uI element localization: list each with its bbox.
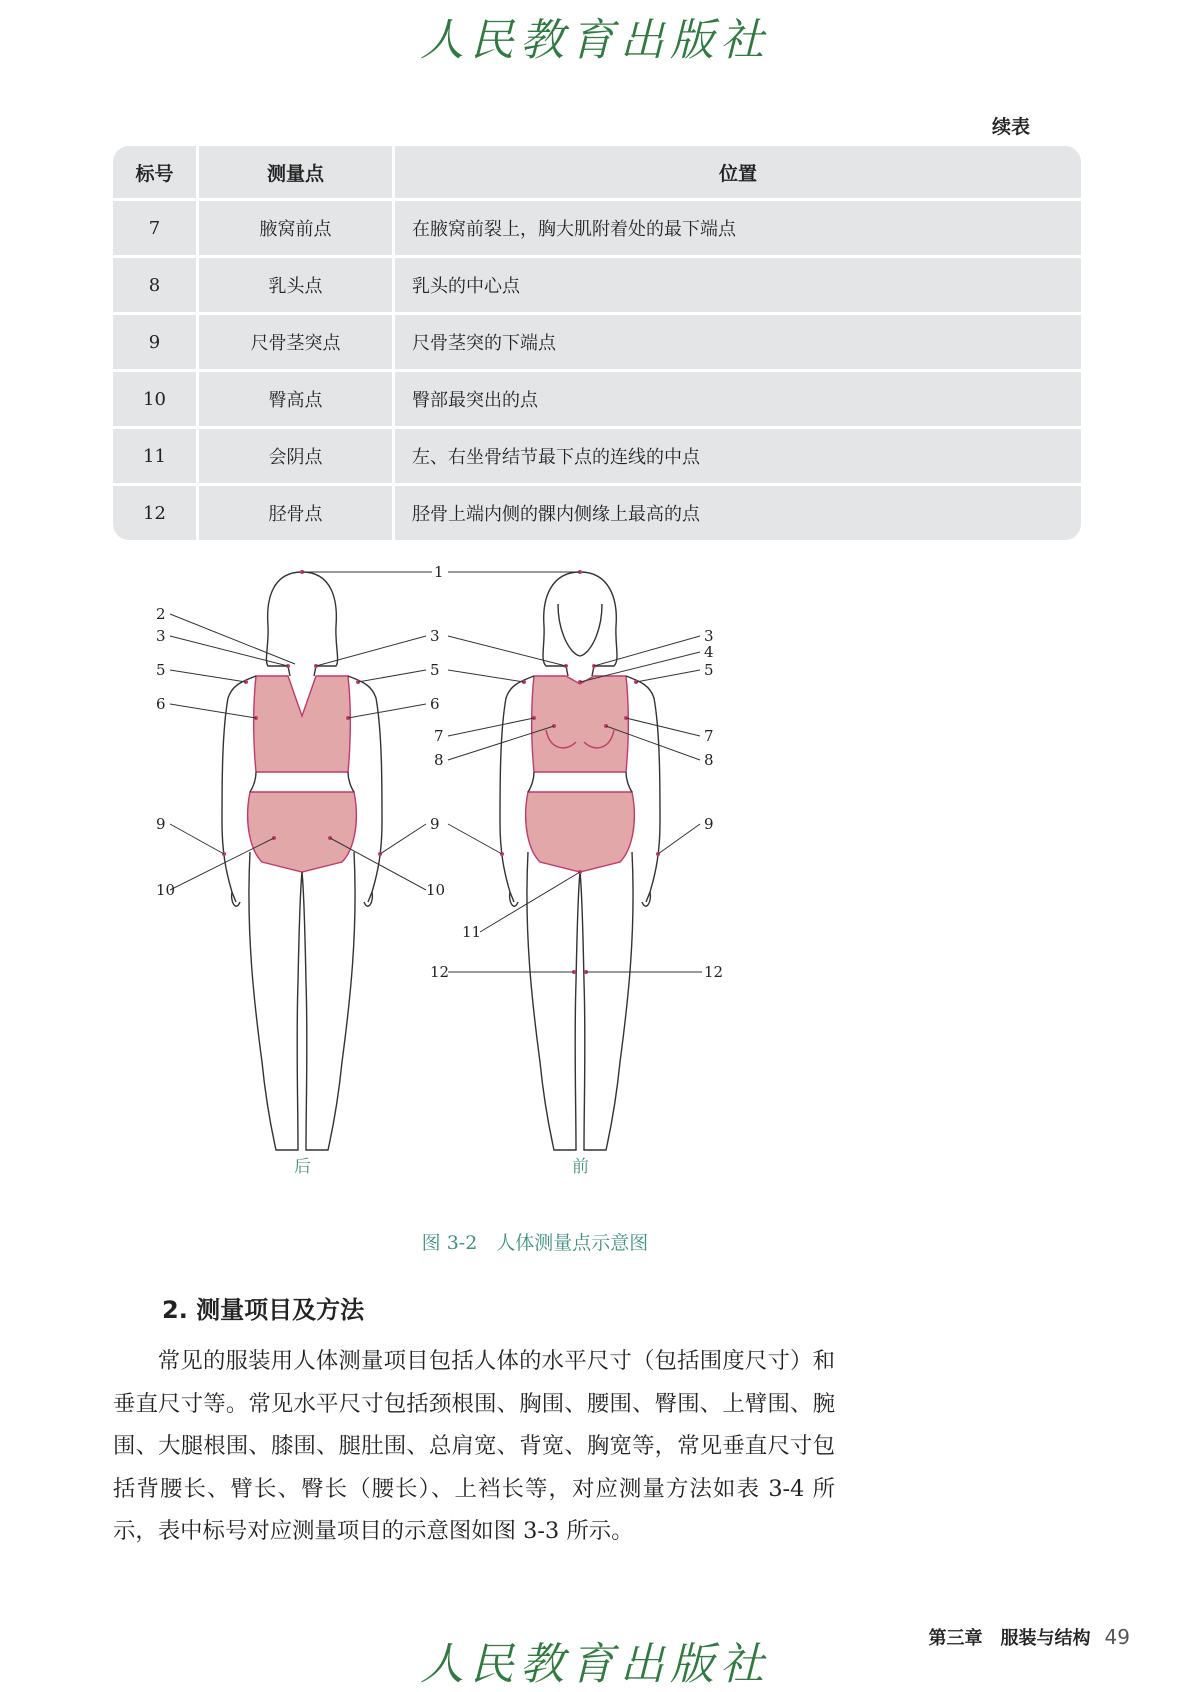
figure-number: 5 bbox=[704, 661, 714, 679]
figure-number: 7 bbox=[704, 727, 714, 745]
cell-position: 乳头的中心点 bbox=[412, 276, 520, 297]
figure-caption: 图 3-2 人体测量点示意图 bbox=[421, 1232, 649, 1254]
cell-number: 8 bbox=[113, 258, 199, 312]
cell-position: 臀部最突出的点 bbox=[412, 390, 538, 411]
cell-point: 会阴点 bbox=[199, 429, 395, 483]
cell-position: 在腋窝前裂上，胸大肌附着处的最下端点 bbox=[412, 219, 736, 240]
table-row bbox=[113, 198, 1081, 255]
header-number: 标号 bbox=[113, 146, 199, 198]
figure-number: 4 bbox=[704, 643, 714, 661]
figure-number: 8 bbox=[434, 751, 444, 769]
cell-point: 乳头点 bbox=[199, 258, 395, 312]
figure-number: 6 bbox=[430, 695, 440, 713]
front-figure bbox=[500, 570, 660, 1150]
front-label: 前 bbox=[572, 1157, 589, 1177]
measurement-table bbox=[113, 146, 1081, 540]
figure-number: 8 bbox=[704, 751, 714, 769]
table-row bbox=[113, 312, 1081, 369]
figure-number-labels bbox=[156, 563, 723, 981]
cell-number: 7 bbox=[113, 201, 199, 255]
table-row bbox=[113, 426, 1081, 483]
cell-point: 胫骨点 bbox=[199, 486, 395, 540]
cell-number: 9 bbox=[113, 315, 199, 369]
cell-position: 左、右坐骨结节最下点的连线的中点 bbox=[412, 447, 700, 468]
header-point: 测量点 bbox=[199, 146, 395, 198]
chapter-title: 第三章 服装与结构 bbox=[928, 1628, 1091, 1649]
body-paragraph: 常见的服装用人体测量项目包括人体的水平尺寸（包括围度尺寸）和垂直尺寸等。常见水平尺寸包括颈根围、胸围、腰围、臀围、上臂围、腕围、大腿根围、膝围、腿肚围、总肩宽、背宽、胸宽等，常见垂直尺寸包括背腰长、臂长、臀长（腰长）、上裆长等，对应测量方法如表 3-4 所示，表中标号对应测量项目的示意图如图 3-3 所示。 bbox=[113, 1348, 835, 1544]
figure-number: 11 bbox=[462, 923, 482, 941]
figure-number: 6 bbox=[156, 695, 166, 713]
body-measurement-figure bbox=[150, 563, 790, 1177]
figure-number: 9 bbox=[430, 815, 440, 833]
table-row bbox=[113, 369, 1081, 426]
figure-number: 9 bbox=[156, 815, 166, 833]
figure-number: 10 bbox=[426, 881, 446, 899]
cell-point: 臀高点 bbox=[199, 372, 395, 426]
table-row bbox=[113, 255, 1081, 312]
cell-point: 尺骨茎突点 bbox=[199, 315, 395, 369]
figure-number: 3 bbox=[704, 627, 714, 645]
figure-number: 5 bbox=[156, 661, 166, 679]
figure-number: 1 bbox=[434, 563, 444, 581]
continued-label: 续表 bbox=[991, 116, 1030, 138]
figure-number: 9 bbox=[704, 815, 714, 833]
publisher-logo-bottom: 人民教育出版社 bbox=[420, 1639, 770, 1690]
back-label: 后 bbox=[294, 1157, 311, 1177]
figure-number: 3 bbox=[430, 627, 440, 645]
cell-position: 尺骨茎突的下端点 bbox=[412, 333, 556, 354]
table-header-row bbox=[113, 146, 1081, 198]
figure-number: 10 bbox=[156, 881, 176, 899]
figure-number: 2 bbox=[156, 605, 166, 623]
table-row bbox=[113, 483, 1081, 540]
cell-number: 11 bbox=[113, 429, 199, 483]
header-position: 位置 bbox=[718, 162, 757, 185]
figure-number: 12 bbox=[430, 963, 450, 981]
cell-point: 腋窝前点 bbox=[199, 201, 395, 255]
figure-number: 5 bbox=[430, 661, 440, 679]
publisher-logo-top: 人民教育出版社 bbox=[420, 15, 770, 66]
section-title: 2. 测量项目及方法 bbox=[162, 1296, 365, 1324]
cell-position: 胫骨上端内侧的髁内侧缘上最高的点 bbox=[412, 504, 700, 525]
figure-number: 12 bbox=[704, 963, 724, 981]
figure-number: 7 bbox=[434, 727, 444, 745]
page-number: 49 bbox=[1104, 1625, 1130, 1649]
cell-number: 12 bbox=[113, 486, 199, 540]
figure-number: 3 bbox=[156, 627, 166, 645]
cell-number: 10 bbox=[113, 372, 199, 426]
back-figure bbox=[222, 570, 382, 1150]
